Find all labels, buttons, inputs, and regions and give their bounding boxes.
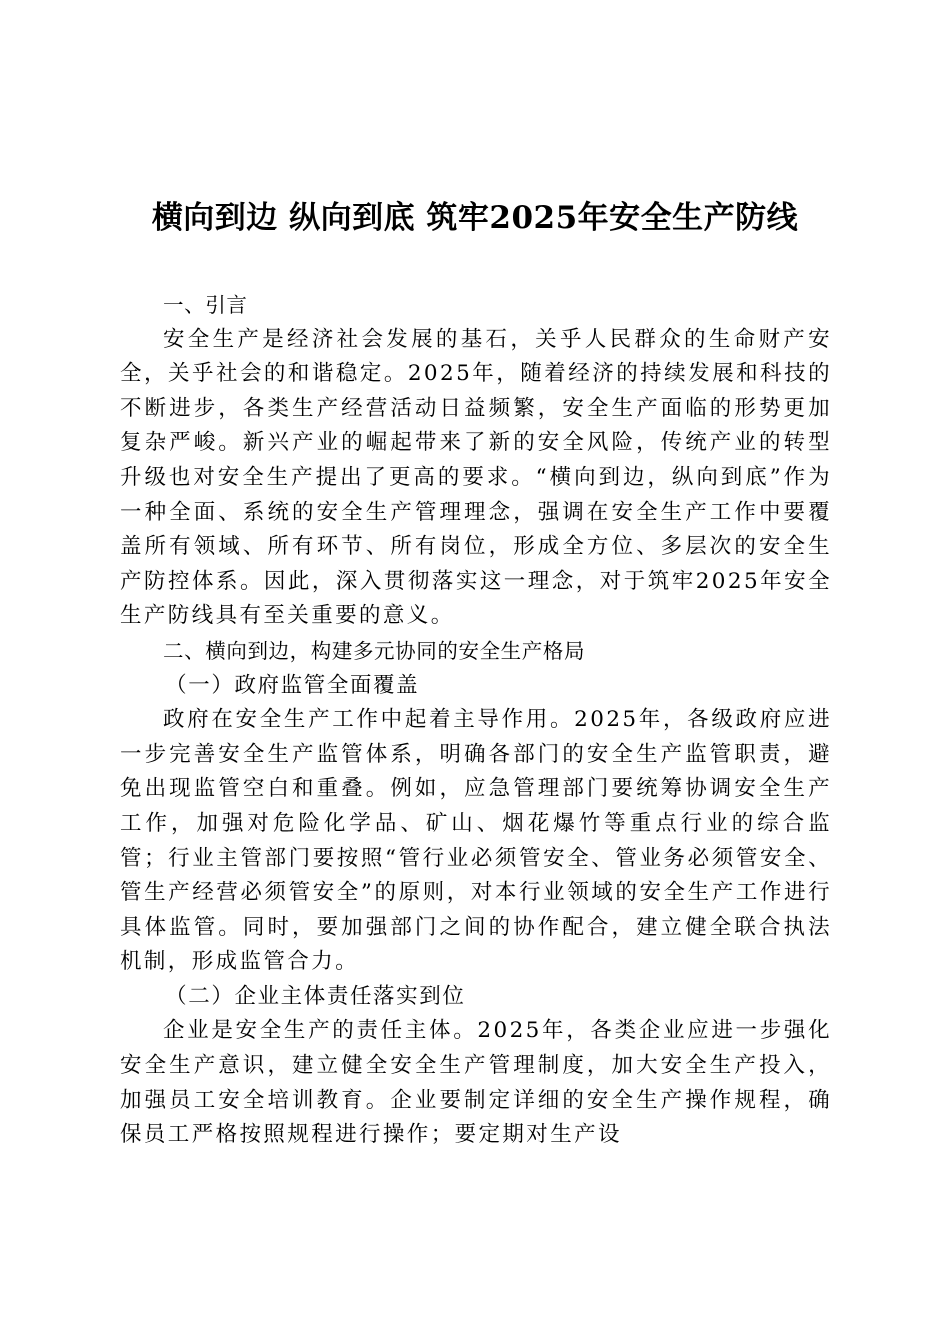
- intro-paragraph: 安全生产是经济社会发展的基石，关乎人民群众的生命财产安全，关乎社会的和谐稳定。2025年，随着经济的持续发展和科技的不断进步，各类生产经营活动日益频繁，安全生产面临的形势更加复杂严峻。新兴产业的崛起带来了新的安全风险，传统产业的转型升级也对安全生产提出了更高的要求。“横向到边，纵向到底”作为一种全面、系统的安全生产管理理念，强调在安全生产工作中要覆盖所有领域、所有环节、所有岗位，形成全方位、多层次的安全生产防控体系。因此，深入贯彻落实这一理念，对于筑牢2025年安全生产防线具有至关重要的意义。: [120, 326, 832, 629]
- subsection1-heading: （一）政府监管全面覆盖: [165, 672, 420, 698]
- intro-heading: 一、引言: [163, 293, 248, 317]
- subsection2-heading: （二）企业主体责任落实到位: [165, 983, 466, 1009]
- section2-heading: 二、横向到边，构建多元协同的安全生产格局: [163, 638, 586, 663]
- subsection2-paragraph: 企业是安全生产的责任主体。2025年，各类企业应进一步强化安全生产意识，建立健全安全生产管理制度，加大安全生产投入，加强员工安全培训教育。企业要制定详细的安全生产操作规程，确保员工严格按照规程进行操作；要定期对生产设: [120, 1018, 832, 1148]
- document-body: [120, 288, 832, 1153]
- subsection1-paragraph: 政府在安全生产工作中起着主导作用。2025年，各级政府应进一步完善安全生产监管体系，明确各部门的安全生产监管职责，避免出现监管空白和重叠。例如，应急管理部门要统筹协调安全生产工作，加强对危险化学品、矿山、烟花爆竹等重点行业的综合监管；行业主管部门要按照“管行业必须管安全、管业务必须管安全、管生产经营必须管安全”的原则，对本行业领域的安全生产工作进行具体监管。同时，要加强部门之间的协作配合，建立健全联合执法机制，形成监管合力。: [120, 707, 832, 975]
- document-title: 横向到边 纵向到底 筑牢2025年安全生产防线: [151, 200, 799, 236]
